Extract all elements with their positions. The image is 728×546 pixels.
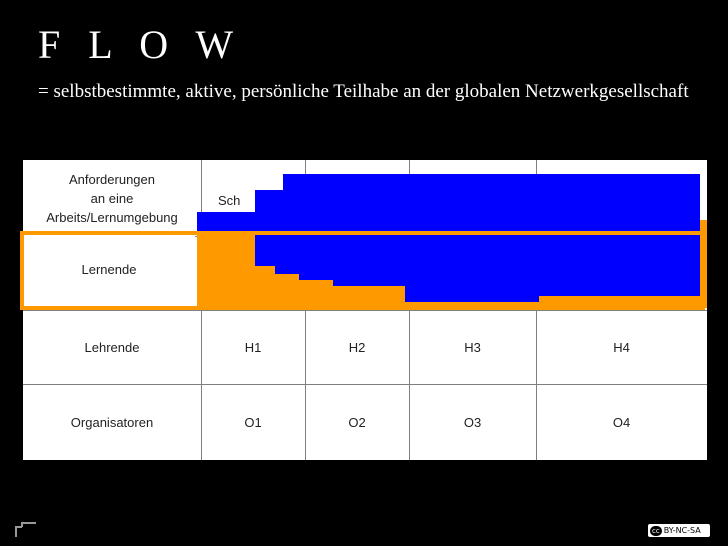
slide-title: F L O W bbox=[38, 22, 243, 67]
cell-h2: H2 bbox=[348, 339, 366, 355]
blue-block-1 bbox=[197, 212, 257, 232]
corner-label-line3: Arbeits/Lernumgebung bbox=[46, 209, 178, 225]
header-partial: Sch bbox=[218, 192, 241, 208]
cell-h1: H1 bbox=[244, 339, 262, 355]
cell-o4: O4 bbox=[612, 414, 631, 430]
corner-label-line1: Anforderungen bbox=[68, 171, 155, 187]
cell-h3: H3 bbox=[464, 339, 481, 355]
corner-label-line2: an eine bbox=[90, 190, 134, 206]
lernende-highlight-frame bbox=[20, 231, 705, 310]
slide-subtitle: = selbstbestimmte, aktive, persönliche Teilhabe an der globalen Netzwerkgesellschaft bbox=[38, 81, 689, 102]
row-label-lernende: Lernende bbox=[23, 236, 195, 302]
logo-mark-icon bbox=[14, 521, 38, 539]
row-label-organisatoren: Organisatoren bbox=[70, 414, 154, 430]
cell-o3: O3 bbox=[463, 414, 482, 430]
matrix-table bbox=[23, 160, 707, 460]
corner-header bbox=[23, 160, 201, 236]
cc-license-badge bbox=[648, 524, 710, 537]
row-label-lehrende: Lehrende bbox=[84, 339, 140, 355]
cell-h4: H4 bbox=[613, 339, 630, 355]
cell-o2: O2 bbox=[348, 414, 366, 430]
cc-icon: cc bbox=[652, 526, 660, 535]
cc-license-text: BY-NC-SA bbox=[663, 526, 701, 535]
cell-o1: O1 bbox=[244, 414, 262, 430]
